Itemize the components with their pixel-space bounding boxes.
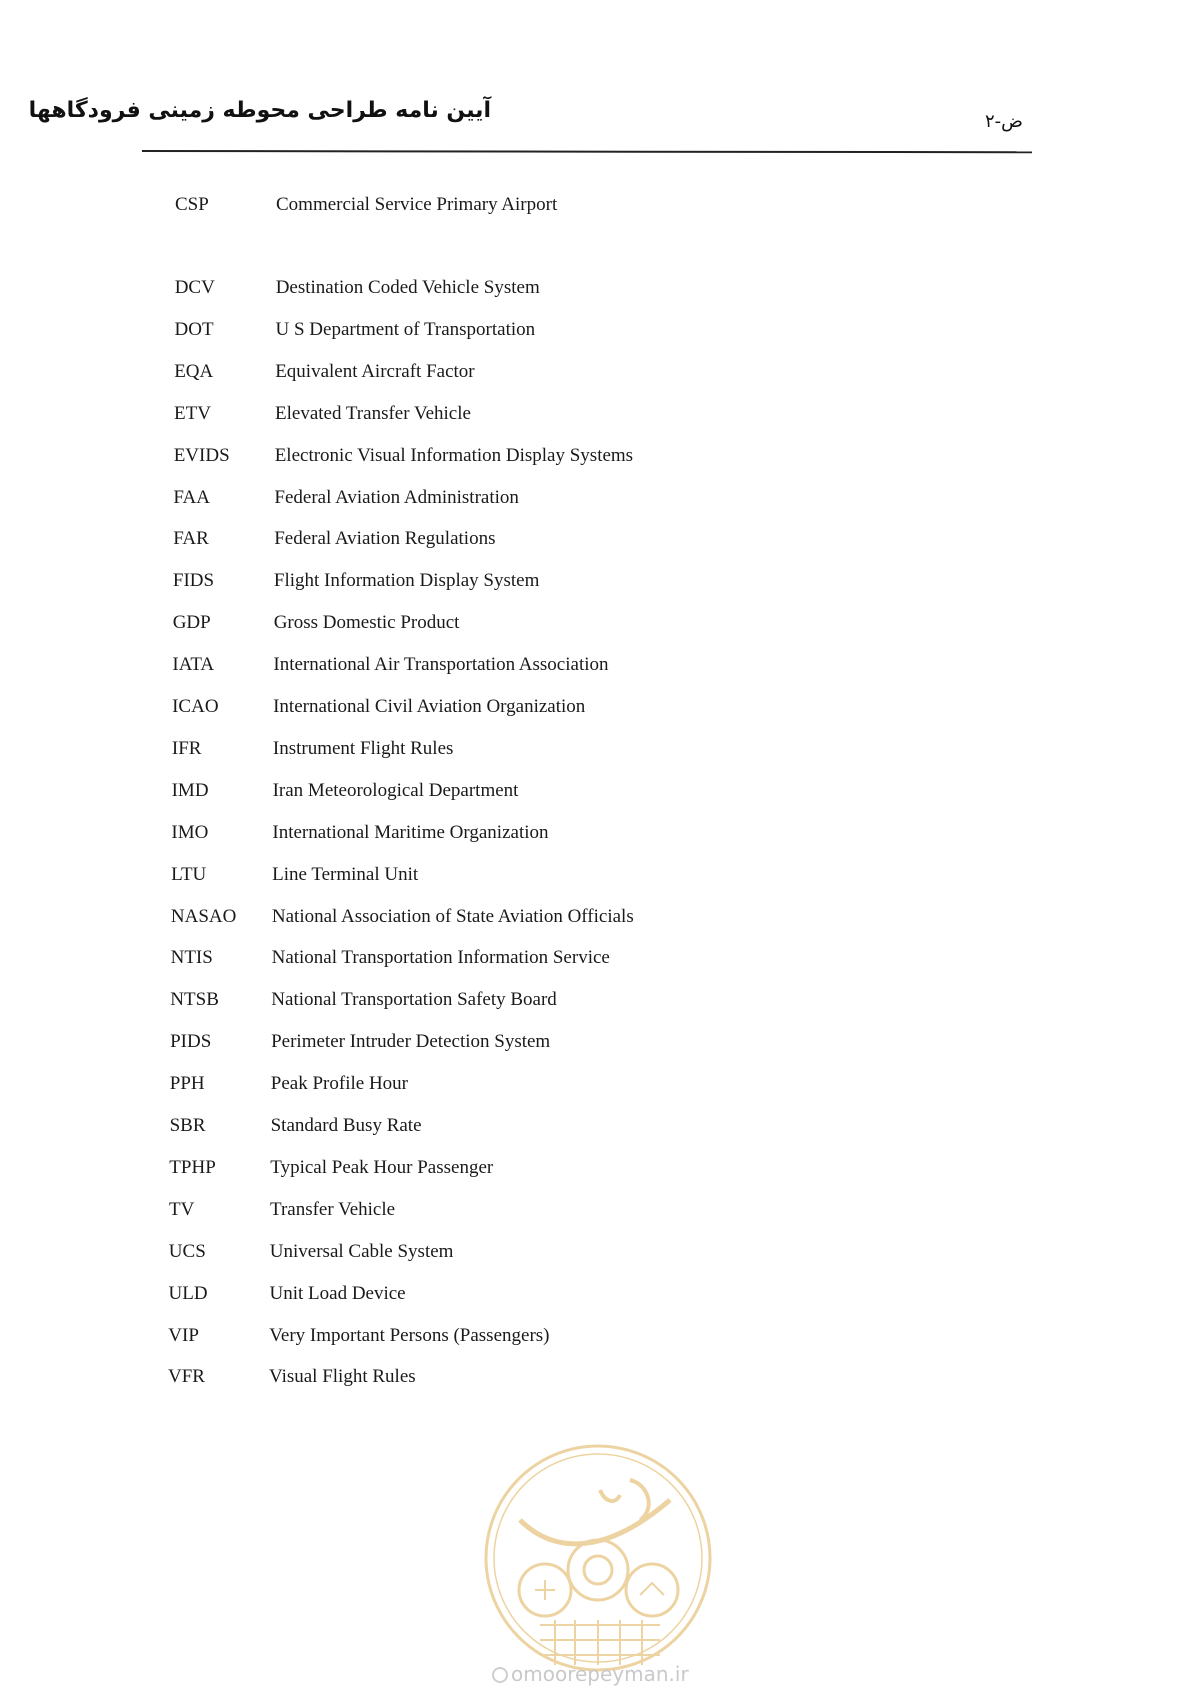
abbreviation-code: ULD (168, 1282, 208, 1304)
seal-watermark-icon (480, 1440, 716, 1676)
abbreviation-definition: Equivalent Aircraft Factor (275, 360, 475, 382)
abbreviation-definition: Line Terminal Unit (272, 863, 419, 885)
abbreviation-definition: International Civil Aviation Organization (273, 696, 586, 717)
globe-icon (492, 1667, 508, 1683)
abbreviation-definition: Flight Information Display System (273, 570, 540, 592)
abbreviation-code: UCS (168, 1240, 206, 1262)
abbreviation-definition: National Transportation Safety Board (271, 989, 557, 1011)
abbreviation-definition: Destination Coded Vehicle System (275, 277, 540, 298)
abbreviation-definition: Peak Profile Hour (270, 1073, 408, 1095)
abbreviation-definition: Unit Load Device (269, 1282, 406, 1304)
watermark-site-text: omoorepeyman.ir (511, 1662, 689, 1686)
abbreviation-definition: Federal Aviation Administration (274, 486, 519, 508)
abbreviation-code: DCV (174, 277, 215, 298)
abbreviation-code: EVIDS (173, 444, 230, 466)
abbreviation-code: GDP (172, 612, 211, 634)
abbreviation-code: EQA (174, 360, 214, 382)
abbreviation-definition: International Air Transportation Association (273, 654, 609, 676)
abbreviation-definition: U S Department of Transportation (275, 318, 536, 340)
abbreviation-code: VFR (168, 1366, 205, 1388)
abbreviation-definition: Very Important Persons (Passengers) (269, 1324, 550, 1346)
abbreviation-code: ICAO (172, 696, 219, 717)
abbreviation-code: IMD (171, 779, 209, 801)
abbreviation-definition: Iran Meteorological Department (272, 779, 519, 801)
abbreviation-definition: National Association of State Aviation Officials (271, 905, 634, 927)
abbreviation-definition: Visual Flight Rules (269, 1366, 416, 1388)
abbreviation-code: PPH (169, 1073, 205, 1095)
abbreviation-code: ETV (174, 402, 211, 424)
abbreviation-code: TPHP (169, 1156, 216, 1178)
abbreviation-code: FAR (173, 528, 209, 550)
document-title: آیین نامه طراحی محوطه زمینی فرودگاهها (28, 98, 491, 123)
abbreviation-code: IFR (171, 737, 202, 759)
abbreviation-definition: Standard Busy Rate (270, 1115, 422, 1136)
abbreviation-definition: Electronic Visual Information Display Systems (274, 444, 634, 466)
abbreviation-code: IATA (172, 654, 215, 676)
abbreviation-definition: Perimeter Intruder Detection System (271, 1031, 551, 1053)
abbreviation-definition: Transfer Vehicle (270, 1198, 396, 1220)
abbreviation-definition: Federal Aviation Regulations (274, 528, 496, 550)
abbreviation-code: FAA (173, 486, 210, 508)
abbreviation-code: NASAO (170, 905, 237, 927)
abbreviation-code: SBR (169, 1115, 206, 1136)
abbreviation-code: FIDS (172, 570, 215, 592)
abbreviation-code: CSP (175, 194, 209, 215)
abbreviation-definition: Instrument Flight Rules (272, 737, 454, 759)
abbreviation-definition: Gross Domestic Product (273, 612, 460, 634)
abbreviation-code: PIDS (170, 1031, 212, 1053)
abbreviation-code: DOT (174, 318, 214, 340)
abbreviation-code: NTSB (170, 989, 219, 1011)
abbreviation-definition: Commercial Service Primary Airport (276, 194, 558, 215)
abbreviation-code: TV (169, 1198, 195, 1220)
abbreviation-code: NTIS (170, 947, 213, 969)
abbreviation-definition: International Maritime Organization (272, 821, 549, 843)
abbreviation-definition: Elevated Transfer Vehicle (275, 402, 471, 424)
abbreviation-code: IMO (171, 821, 209, 843)
page-number: ض-۲ (985, 111, 1023, 132)
abbreviation-definition: Typical Peak Hour Passenger (270, 1156, 494, 1178)
abbreviation-code: VIP (168, 1324, 199, 1346)
watermark-site (492, 1662, 689, 1686)
abbreviation-definition: National Transportation Information Service (271, 947, 610, 969)
abbreviation-code: LTU (171, 863, 207, 885)
abbreviation-definition: Universal Cable System (269, 1240, 454, 1262)
